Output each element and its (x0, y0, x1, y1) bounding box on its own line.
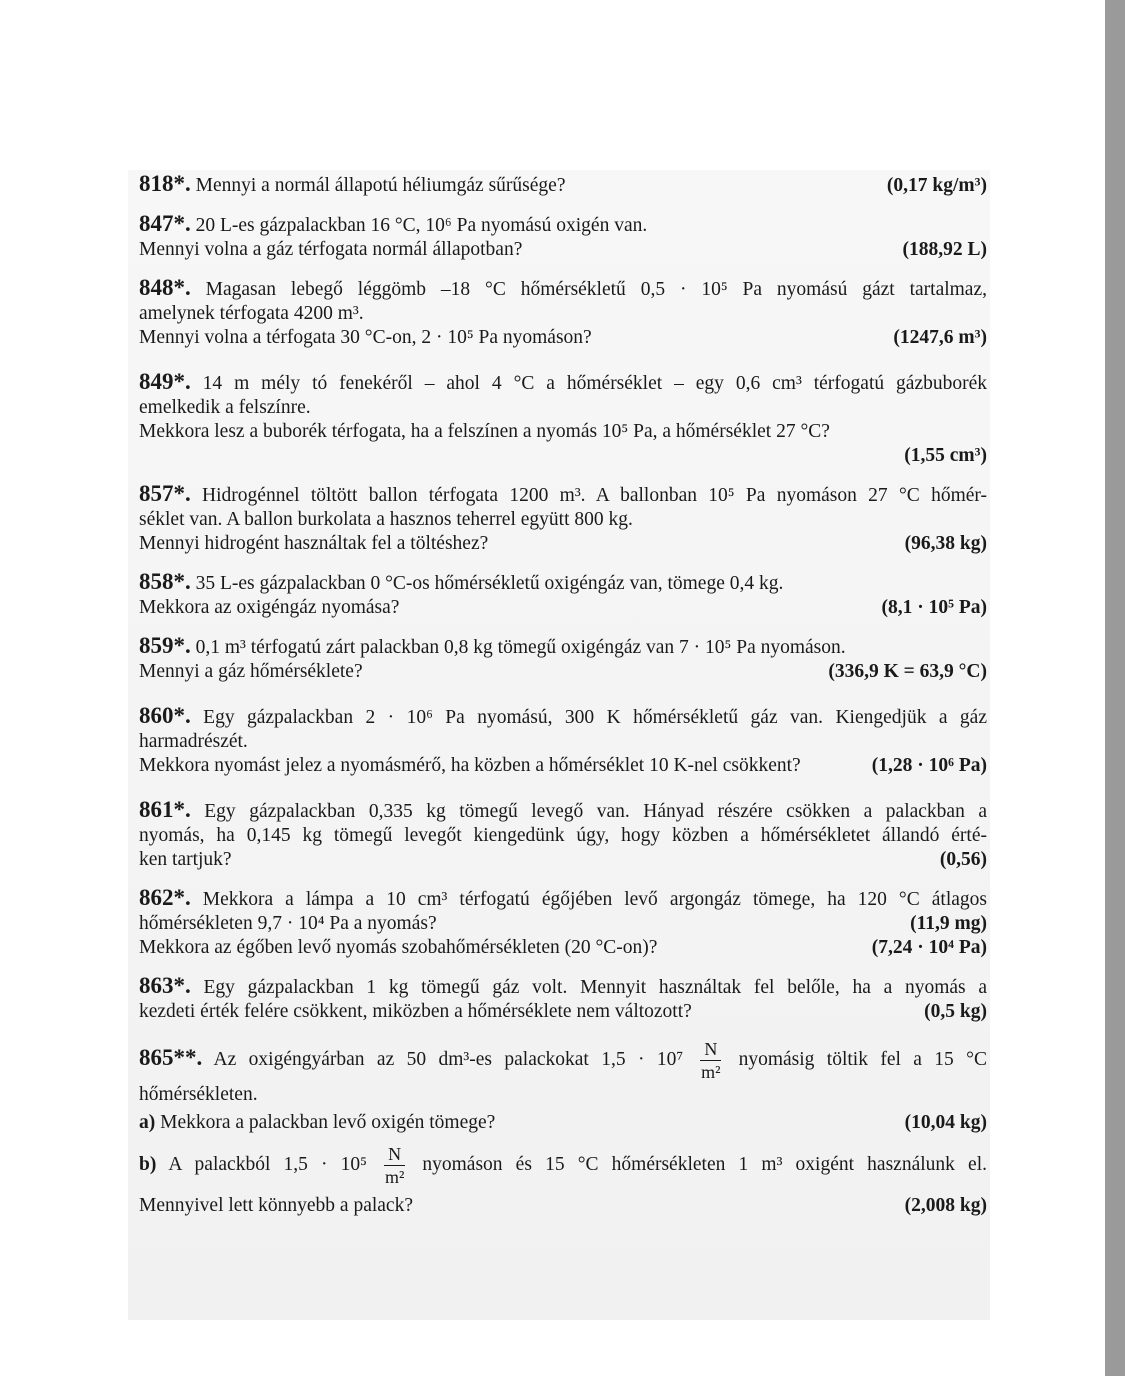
problem-line (139, 370, 987, 396)
problem-line (139, 912, 987, 936)
problem-line (139, 276, 987, 302)
problem-text: 35 L-es gázpalackban 0 °C-os hőmérsékletű oxigéngáz van, tömege 0,4 kg. (190, 573, 784, 594)
problem-847 (139, 212, 987, 262)
problem-line (139, 532, 987, 556)
problem-line (139, 508, 987, 532)
problem-text-wrap (139, 481, 987, 506)
problem-spacer (139, 1024, 987, 1038)
problem-number: 857*. (139, 481, 191, 506)
problem-text-wrap (139, 885, 987, 910)
problem-text-wrap (139, 303, 364, 324)
problem-number: 861*. (139, 797, 191, 822)
problem-text: 20 L-es gázpalackban 16 °C, 10⁶ Pa nyomású oxigén van. (190, 215, 648, 236)
fraction-denominator: m² (701, 1062, 721, 1082)
answer: (336,9 K = 63,9 °C) (828, 661, 987, 682)
problem-number: 818*. (139, 171, 191, 196)
problem-line (139, 704, 987, 730)
problem-line (139, 596, 987, 620)
fraction-numerator: N (700, 1038, 721, 1061)
problem-text: Mekkora lesz a buborék térfogata, ha a felszínen a nyomás 10⁵ Pa, a hőmérséklet 27 °C? (139, 421, 830, 442)
problem-text-wrap (139, 912, 437, 936)
fraction-n-per-m2 (697, 1038, 724, 1083)
problem-text: Mennyi volna a térfogata 30 °C-on, 2 · 10⁵ Pa nyomáson? (139, 327, 592, 348)
problem-number: 858*. (139, 569, 191, 594)
problem-text: Mekkora az oxigéngáz nyomása? (139, 597, 400, 618)
problem-number: 860*. (139, 703, 191, 728)
problem-line (139, 886, 987, 912)
problem-spacer (139, 556, 987, 570)
answer: (2,008 kg) (904, 1195, 987, 1216)
problem-number: 863*. (139, 973, 191, 998)
problem-spacer (139, 960, 987, 974)
problem-line (139, 1038, 987, 1083)
problem-text-wrap (139, 326, 592, 350)
problem-859 (139, 634, 987, 684)
problem-spacer (139, 684, 987, 704)
problem-number: 865**. (139, 1044, 203, 1070)
page-edge-bar (1105, 0, 1125, 1376)
problem-spacer (139, 262, 987, 276)
problem-text: amelynek térfogata 4200 m³. (139, 303, 364, 324)
problem-number: 862*. (139, 885, 191, 910)
problem-text-wrap (139, 825, 987, 846)
problem-text: nyomásig töltik fel a 15 °C (738, 1048, 987, 1070)
problem-line (139, 1194, 987, 1218)
problem-line (139, 730, 987, 754)
problem-number: 859*. (139, 633, 191, 658)
problem-text-wrap (139, 754, 801, 778)
problem-line (139, 754, 987, 778)
problem-line (139, 302, 987, 326)
problem-spacer (139, 620, 987, 634)
problem-text-wrap (139, 797, 987, 822)
problem-text-wrap (139, 532, 488, 556)
problem-text: harmadrészét. (139, 731, 248, 752)
problem-text: Mennyi volna a gáz térfogata normál állapotban? (139, 239, 523, 260)
problem-849 (139, 370, 987, 468)
problem-line (139, 824, 987, 848)
problem-857 (139, 482, 987, 556)
problem-text: Mekkora az égőben levő nyomás szobahőmérsékleten (20 °C-on)? (139, 937, 658, 958)
problem-text: Mennyi a gáz hőmérséklete? (139, 661, 363, 682)
answer: (8,1 · 10⁵ Pa) (881, 597, 987, 618)
problem-text: Mennyivel lett könnyebb a palack? (139, 1195, 413, 1216)
problem-number: 848*. (139, 275, 191, 300)
problem-line (139, 1143, 987, 1188)
problem-text-wrap (139, 731, 248, 752)
answer: (0,56) (939, 849, 987, 870)
problem-861 (139, 798, 987, 872)
answer: (188,92 L) (902, 239, 987, 260)
problem-858 (139, 570, 987, 620)
problem-text: Mekkora a palackban levő oxigén tömege? (155, 1112, 496, 1133)
problem-line (139, 1083, 987, 1107)
problem-text-wrap (139, 275, 987, 300)
problem-text: emelkedik a felszínre. (139, 397, 311, 418)
problem-text: Mekkora nyomást jelez a nyomásmérő, ha közben a hőmérséklet 10 K-nel csökkent? (139, 755, 801, 776)
problem-line (139, 172, 987, 198)
problem-spacer (139, 350, 987, 370)
problem-line (139, 660, 987, 684)
problem-text-wrap (139, 421, 830, 442)
problem-line (139, 212, 987, 238)
problem-line (139, 444, 987, 468)
problem-862 (139, 886, 987, 960)
problem-line (139, 848, 987, 872)
problem-text-wrap (139, 973, 987, 998)
answer: (11,9 mg) (910, 913, 987, 934)
problem-line (139, 936, 987, 960)
answer: (0,17 kg/m³) (886, 175, 987, 196)
fraction-numerator: N (384, 1143, 405, 1166)
problem-text: Az oxigéngyárban az 50 dm³-es palackokat 1,5 · 10⁷ (202, 1048, 684, 1070)
problem-text-wrap (139, 569, 784, 594)
problem-860 (139, 704, 987, 778)
problem-line (139, 482, 987, 508)
problem-text-wrap (139, 238, 522, 262)
problem-text: Egy gázpalackban 2 · 10⁶ Pa nyomású, 300 K hőmérsékletű gáz van. Kiengedjük a gáz (190, 707, 987, 728)
problem-865 (139, 1038, 987, 1218)
answer: (0,5 kg) (924, 1001, 987, 1022)
problem-line (139, 238, 987, 262)
problem-text-wrap (139, 596, 399, 620)
problem-818 (139, 172, 987, 198)
problem-text-wrap (139, 397, 311, 418)
problem-text: ken tartjuk? (139, 849, 232, 870)
problem-text: A palackból 1,5 · 10⁵ (156, 1153, 367, 1175)
problem-text-wrap (139, 211, 648, 236)
problem-text-wrap (139, 509, 633, 530)
problem-text: Mennyi hidrogént használtak fel a töltéshez? (139, 533, 489, 554)
answer: (1,28 · 10⁶ Pa) (871, 755, 987, 776)
subquestion-label: b) (139, 1153, 157, 1175)
problem-line (139, 634, 987, 660)
answer: (96,38 kg) (904, 533, 987, 554)
fraction-denominator: m² (384, 1167, 405, 1187)
problem-line (139, 798, 987, 824)
problem-text: Mennyi a normál állapotú héliumgáz sűrűsége? (190, 175, 566, 196)
problem-text: Magasan lebegő léggömb –18 °C hőmérsékletű 0,5 · 10⁵ Pa nyomású gázt tartalmaz, (190, 279, 987, 300)
problem-text-wrap (139, 1000, 692, 1024)
fraction-n-per-m2 (381, 1143, 408, 1188)
problem-text: Hidrogénnel töltött ballon térfogata 1200 m³. A ballonban 10⁵ Pa nyomáson 27 °C hőmér- (190, 485, 987, 506)
problem-863 (139, 974, 987, 1024)
answer: (7,24 · 10⁴ Pa) (871, 937, 987, 958)
problem-text: Egy gázpalackban 0,335 kg tömegű levegő van. Hányad részére csökken a palackban a (190, 801, 987, 822)
problem-text: nyomáson és 15 °C hőmérsékleten 1 m³ oxigént használunk el. (422, 1153, 987, 1175)
problem-848 (139, 276, 987, 350)
problem-text: kezdeti érték felére csökkent, miközben a hőmérséklete nem változott? (139, 1001, 692, 1022)
problem-line (139, 396, 987, 420)
problem-number: 847*. (139, 211, 191, 236)
problem-text-wrap (139, 172, 565, 198)
problem-line (139, 1111, 987, 1135)
problem-text: 14 m mély tó fenekéről – ahol 4 °C a hőmérséklet – egy 0,6 cm³ térfogatú gázbuborék (190, 373, 987, 394)
problem-text: 0,1 m³ térfogatú zárt palackban 0,8 kg tömegű oxigéngáz van 7 · 10⁵ Pa nyomáson. (190, 637, 846, 658)
problem-spacer (139, 468, 987, 482)
problem-text: Egy gázpalackban 1 kg tömegű gáz volt. Mennyit használtak fel belőle, ha a nyomás a (190, 977, 987, 998)
subquestion-label: a) (139, 1112, 156, 1133)
problem-line (139, 326, 987, 350)
problem-text-wrap (139, 703, 987, 728)
problem-text-wrap (139, 936, 657, 960)
problem-spacer (139, 872, 987, 886)
problem-line (139, 1000, 987, 1024)
problem-line (139, 570, 987, 596)
problem-text-wrap (139, 848, 232, 872)
problem-text: nyomás, ha 0,145 kg tömegű levegőt kiengedünk úgy, hogy közben a hőmérsékletet állandó érté- (139, 825, 987, 846)
problem-spacer (139, 198, 987, 212)
answer: (10,04 kg) (904, 1112, 987, 1133)
problem-text: hőmérsékleten. (139, 1084, 258, 1105)
problem-line (139, 974, 987, 1000)
problem-text-wrap (139, 660, 363, 684)
problem-text: hőmérsékleten 9,7 · 10⁴ Pa a nyomás? (139, 913, 437, 934)
problem-line (139, 420, 987, 444)
problem-text-wrap (139, 369, 987, 394)
problem-list (139, 172, 987, 1218)
problem-text: Mekkora a lámpa a 10 cm³ térfogatú égőjében levő argongáz tömege, ha 120 °C átlagos (190, 889, 987, 910)
answer: (1247,6 m³) (893, 327, 987, 348)
problem-text-wrap (139, 633, 846, 658)
problem-spacer (139, 778, 987, 798)
answer: (1,55 cm³) (904, 445, 987, 466)
problem-number: 849*. (139, 369, 191, 394)
problem-text: séklet van. A ballon burkolata a hasznos teherrel együtt 800 kg. (139, 509, 633, 530)
